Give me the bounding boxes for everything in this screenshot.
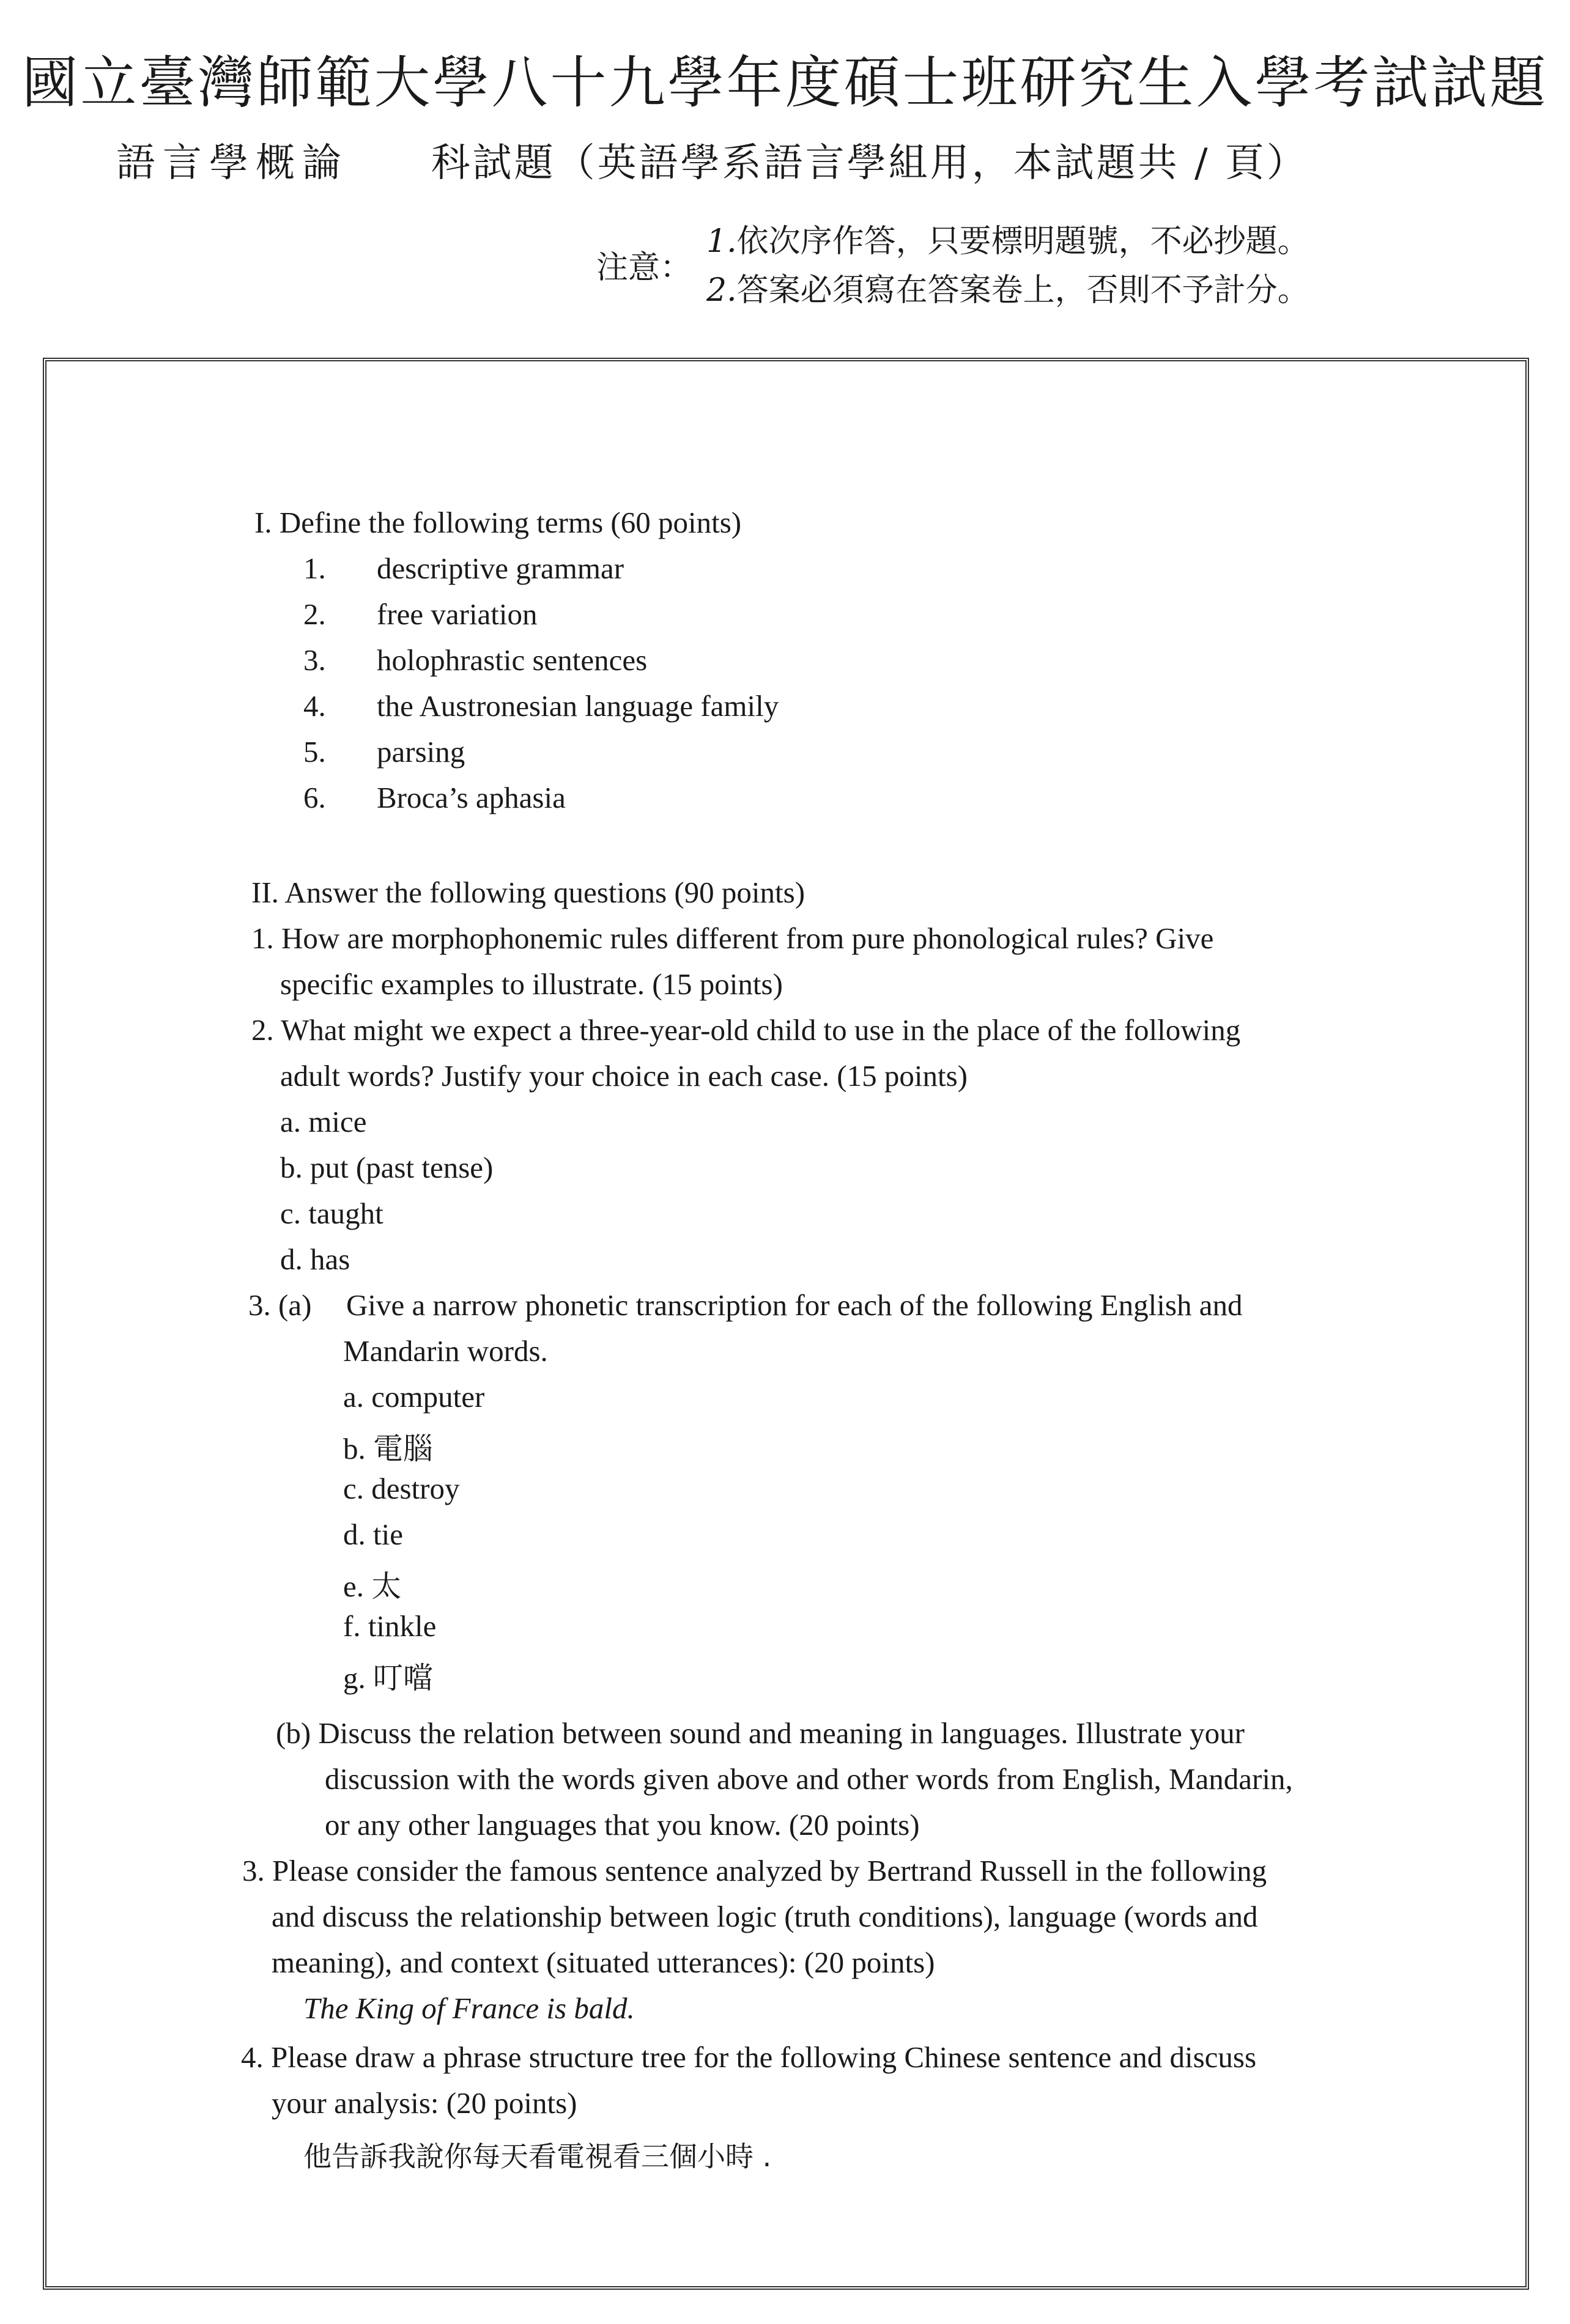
question-3b-line: (b) Discuss the relation between sound and meaning in languages. Illustrate your [276, 1716, 1245, 1750]
term-number: 5. [303, 735, 326, 769]
question-content [46, 361, 1525, 2286]
question-3b-line: or any other languages that you know. (20 points) [325, 1808, 920, 1842]
term-number: 4. [303, 689, 326, 723]
exam-subtitle [116, 131, 1308, 188]
word-item: d. tie [343, 1518, 403, 1551]
notice-item [706, 217, 1309, 266]
term-number: 1. [303, 551, 326, 585]
question-2-item: c. taught [280, 1197, 383, 1230]
notice-item-text: 答案必須寫在答案卷上，否則不予計分。 [736, 272, 1309, 309]
question-2-line: adult words? Justify your choice in each case. (15 points) [280, 1059, 968, 1093]
question-2-item: d. has [280, 1242, 350, 1276]
question-1-line: 1. How are morphophonemic rules different from pure phonological rules? Give [251, 921, 1214, 955]
question-2-line: 2. What might we expect a three-year-old child to use in the place of the following [251, 1013, 1241, 1047]
term-text: the Austronesian language family [377, 689, 779, 723]
question-box [43, 358, 1529, 2290]
exam-title: 國立臺灣師範大學八十九學年度碩士班研究生入學考試試題 [21, 50, 1549, 116]
question-russell-line: meaning), and context (situated utterances): (20 points) [272, 1946, 935, 1979]
term-text: free variation [377, 597, 538, 631]
question-2-item: b. put (past tense) [280, 1151, 494, 1184]
term-text: parsing [377, 735, 465, 769]
term-text: Broca’s aphasia [377, 781, 566, 814]
notice-label: 注意： [596, 249, 692, 286]
question-3b-line: discussion with the words given above and other words from English, Mandarin, [325, 1762, 1293, 1796]
term-number: 2. [303, 597, 326, 631]
word-item: a. computer [343, 1380, 485, 1414]
section2-heading: II. Answer the following questions (90 points) [251, 876, 805, 909]
section1-heading: I. Define the following terms (60 points) [254, 506, 742, 539]
word-item: b. 電腦 [343, 1432, 434, 1466]
notice-item-number: 2. [706, 272, 737, 309]
question-russell-line: and discuss the relationship between logic (truth conditions), language (words and [272, 1900, 1258, 1933]
term-text: descriptive grammar [377, 551, 624, 585]
question-2-item: a. mice [280, 1105, 367, 1138]
word-item: e. 太 [343, 1570, 402, 1603]
russell-example-sentence: The King of France is bald. [303, 1991, 635, 2025]
word-item: f. tinkle [343, 1609, 437, 1643]
question-4-line: 4. Please draw a phrase structure tree for the following Chinese sentence and discuss [241, 2040, 1257, 2074]
chinese-sentence: 他告訴我說你每天看電視看三個小時 . [303, 2140, 772, 2173]
term-number: 6. [303, 781, 326, 814]
notice-list [706, 217, 1309, 315]
question-4-line: your analysis: (20 points) [272, 2086, 577, 2120]
notice-item-text: 依次序作答，只要標明題號，不必抄題。 [736, 223, 1309, 260]
course-name: 語言學概論 [116, 141, 349, 186]
question-3-label: 3. (a) [248, 1288, 312, 1322]
question-3a-line: Give a narrow phonetic transcription for each of the following English and [346, 1288, 1243, 1322]
term-text: holophrastic sentences [377, 643, 648, 677]
question-russell-line: 3. Please consider the famous sentence analyzed by Bertrand Russell in the following [242, 1854, 1267, 1887]
term-number: 3. [303, 643, 326, 677]
notice-item [706, 266, 1309, 315]
word-item: g. 叮噹 [343, 1661, 434, 1695]
question-3a-line: Mandarin words. [343, 1334, 548, 1368]
notice-item-number: 1. [706, 223, 737, 260]
word-item: c. destroy [343, 1472, 460, 1505]
subtitle-detail: 科試題（英語學系語言學組用，本試題共 / 頁） [431, 141, 1308, 186]
question-1-line: specific examples to illustrate. (15 points) [280, 967, 783, 1001]
